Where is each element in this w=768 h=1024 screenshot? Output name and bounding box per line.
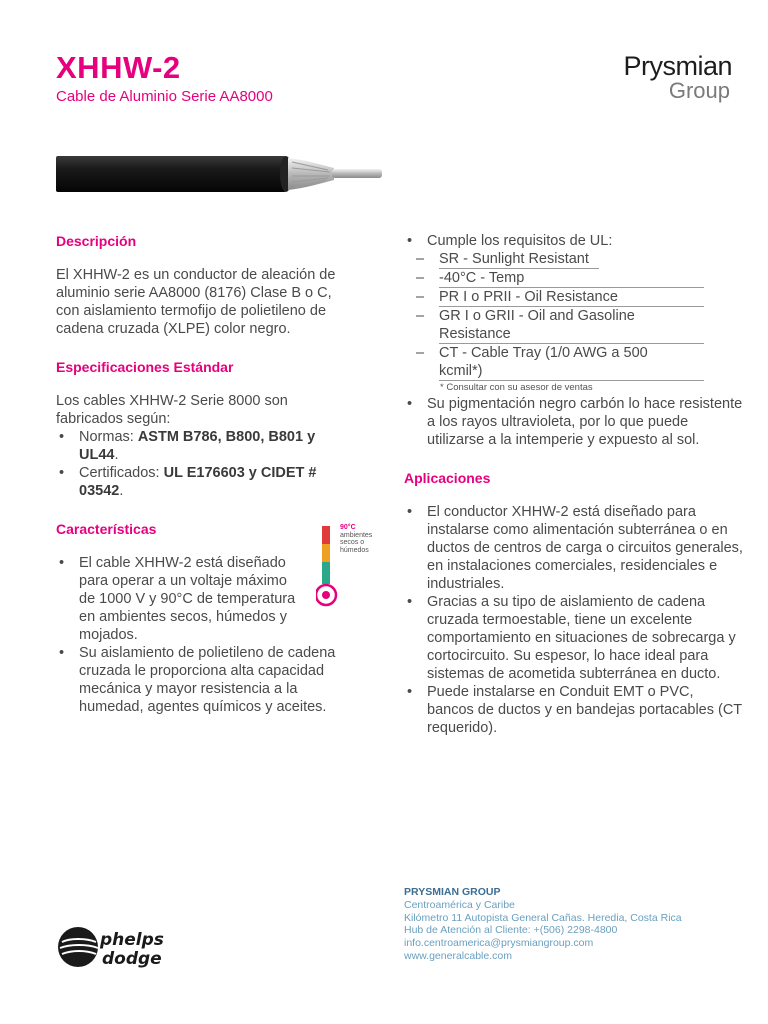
thermometer-text: ambientes secos o húmedos xyxy=(340,531,373,554)
pigment-list xyxy=(404,395,744,449)
list-item: • Gracias a su tipo de aislamiento de cadena cruzada termoestable, tiene un excelente comportamiento en situaciones de sobrecarga y cortocircuito. Su espesor, lo hace ideal para sistemas de acometida subterránea en ducto. xyxy=(404,593,744,683)
footer-line: Centroamérica y Caribe xyxy=(404,898,515,911)
requisito-item: – GR I o GRII - Oil and Gasoline Resistance xyxy=(404,307,744,344)
footer-line: Hub de Atención al Cliente: +(506) 2298-4800 xyxy=(404,924,618,937)
list-item: • Su aislamiento de polietileno de cadena cruzada le proporciona alta capacidad mecánica y mayor resistencia a la humedad, agentes químicos y aceites. xyxy=(56,644,356,716)
page-subtitle: Cable de Aluminio Serie AA8000 xyxy=(56,88,273,105)
footer-line: Kilómetro 11 Autopista General Cañas. Heredia, Costa Rica xyxy=(404,911,682,924)
brand-group: Group xyxy=(668,78,730,103)
list-item: • Certificados: UL E176603 y CIDET # 03542. xyxy=(56,464,356,500)
requisito-item: – PR I o PRII - Oil Resistance xyxy=(404,288,744,307)
logo-line2: dodge xyxy=(102,949,162,969)
descripcion-heading: Descripción xyxy=(56,233,137,249)
list-item: • Su pigmentación negro carbón lo hace resistente a los rayos ultravioleta, por lo que puede utilizarse a la intemperie y expuesto al sol. xyxy=(404,395,744,449)
requisito-item: – SR - Sunlight Resistant xyxy=(404,250,744,269)
caracteristicas-list xyxy=(56,554,356,716)
list-item: • Normas: ASTM B786, B800, B801 y UL44. xyxy=(56,428,356,464)
brand-name: Prysmian xyxy=(623,51,732,81)
left-column xyxy=(56,232,356,716)
page-title: XHHW-2 xyxy=(56,50,181,85)
requisito-item: – CT - Cable Tray (1/0 AWG a 500 kcmil*) xyxy=(404,344,744,381)
requisito-item: – -40°C - Temp xyxy=(404,269,744,288)
aplicaciones-list xyxy=(404,503,744,737)
footer-contact xyxy=(404,886,682,963)
especificaciones-list xyxy=(56,428,356,500)
logo-line1: phelps xyxy=(100,930,164,950)
especificaciones-heading: Especificaciones Estándar xyxy=(56,359,234,375)
prysmian-logo xyxy=(623,52,732,102)
phelps-dodge-logo xyxy=(56,924,176,970)
thermometer-label xyxy=(340,524,380,554)
requisitos-note: * Consultar con su asesor de ventas xyxy=(440,382,593,393)
right-column xyxy=(404,232,744,737)
thermometer-temp: 90°C xyxy=(340,524,356,531)
cable-image xyxy=(56,150,386,200)
footer-email-link[interactable]: info.centroamerica@prysmiangroup.com xyxy=(404,937,594,950)
footer-website-link[interactable]: www.generalcable.com xyxy=(404,949,512,962)
list-item: • Cumple los requisitos de UL: xyxy=(404,232,744,250)
descripcion-text: El XHHW-2 es un conductor de aleación de aluminio serie AA8000 (8176) Clase B o C, con aislamiento termofijo de polietileno de cadena cruzada (XLPE) color negro. xyxy=(56,267,336,337)
especificaciones-intro: Los cables XHHW-2 Serie 8000 son fabricados según: xyxy=(56,393,288,427)
list-item: • El cable XHHW-2 está diseñado para operar a un voltaje máximo de 1000 V y 90°C de temperatura en ambientes secos, húmedos y mojados. xyxy=(56,554,356,644)
caracteristicas-heading: Características xyxy=(56,521,157,537)
footer-company: PRYSMIAN GROUP xyxy=(404,886,501,898)
list-item: • Puede instalarse en Conduit EMT o PVC, bancos de ductos y en bandejas portacables (CT requerido). xyxy=(404,683,744,737)
list-item: • El conductor XHHW-2 está diseñado para instalarse como alimentación subterránea o en ductos de centros de carga o circuitos generales, en instalaciones comerciales, residenciales e industriales. xyxy=(404,503,744,593)
requisitos-list xyxy=(404,232,744,250)
aplicaciones-heading: Aplicaciones xyxy=(404,470,491,486)
